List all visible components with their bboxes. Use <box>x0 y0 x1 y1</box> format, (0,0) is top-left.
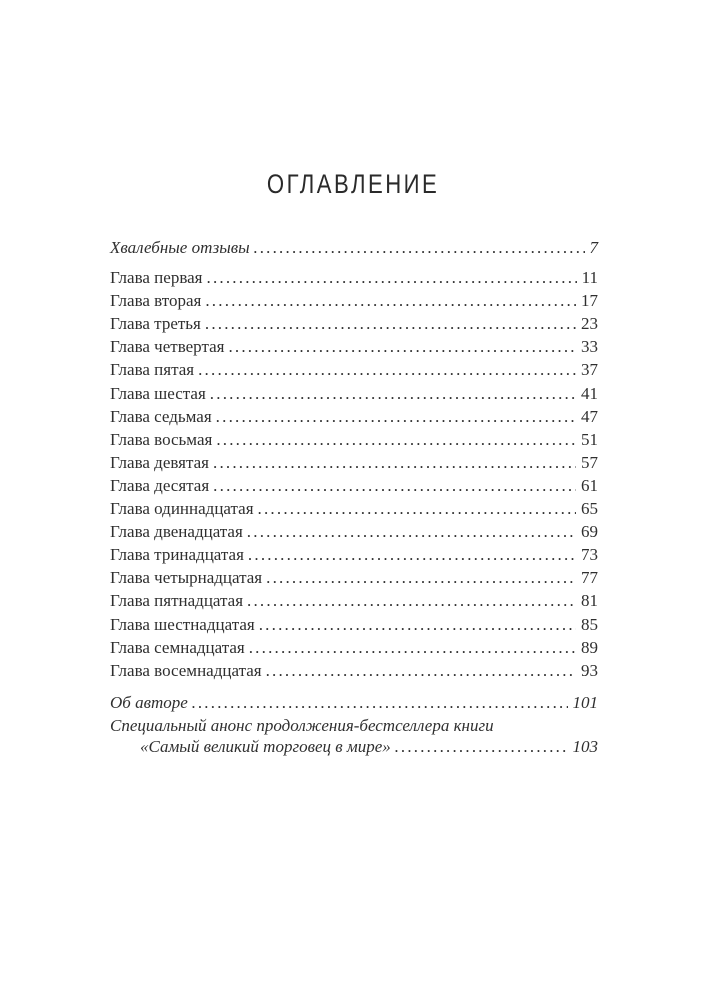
toc-entry <box>110 590 598 613</box>
toc-entry <box>110 383 598 406</box>
toc-entry-page: 101 <box>572 692 598 712</box>
toc-entry-page: 51 <box>581 429 598 449</box>
toc-entry-label: Глава седьмая <box>110 406 212 426</box>
toc-entry-label: Глава тринадцатая <box>110 545 244 565</box>
toc-entry-page: 103 <box>572 737 598 757</box>
toc-entry <box>110 736 598 758</box>
toc-list <box>110 237 598 758</box>
toc-dot-leader <box>192 692 568 713</box>
toc-entry-page: 7 <box>589 238 598 257</box>
toc-dot-leader <box>259 614 576 635</box>
toc-dot-leader <box>266 567 576 588</box>
toc-entry-label: Глава девятая <box>110 452 209 472</box>
toc-entry-page: 93 <box>581 660 598 680</box>
toc-dot-leader <box>228 336 576 357</box>
toc-entry-page: 81 <box>581 591 598 611</box>
toc-dot-leader <box>248 544 576 565</box>
toc-entry-label: Глава семнадцатая <box>110 637 245 657</box>
toc-entry <box>110 692 598 715</box>
toc-dot-leader <box>205 313 576 334</box>
toc-entry-page: 57 <box>581 452 598 472</box>
toc-entry <box>110 237 598 260</box>
toc-entry <box>110 498 598 521</box>
toc-entry-label: Об авторе <box>110 692 188 712</box>
toc-entry-page: 61 <box>581 475 598 495</box>
toc-entry-page: 17 <box>581 291 598 311</box>
toc-dot-leader <box>247 590 576 611</box>
toc-dot-leader <box>395 736 568 757</box>
toc-entry-label: Глава вторая <box>110 291 202 311</box>
toc-entry-label: Глава шестая <box>110 383 206 403</box>
toc-entry-page: 65 <box>581 499 598 519</box>
toc-entry-page: 23 <box>581 314 598 334</box>
toc-entry <box>110 336 598 359</box>
toc-entry <box>110 452 598 475</box>
toc-entry <box>110 267 598 290</box>
toc-entry-label: Специальный анонс продолжения-бестселлера книги <box>110 715 494 735</box>
toc-dot-leader <box>213 452 576 473</box>
toc-dot-leader <box>207 267 577 288</box>
toc-entry-label: «Самый великий торговец в мире» <box>140 737 391 757</box>
toc-entry-label: Глава третья <box>110 314 201 334</box>
toc-entry-label: Глава пятая <box>110 360 195 380</box>
toc-dot-leader <box>258 498 576 519</box>
toc-entry-label: Глава восьмая <box>110 429 213 449</box>
toc-dot-leader <box>216 429 576 450</box>
toc-dot-leader <box>266 660 576 681</box>
toc-entry-page: 11 <box>581 268 598 288</box>
toc-entry-page: 69 <box>581 522 598 542</box>
toc-dot-leader <box>216 406 576 427</box>
toc-entry-page: 85 <box>581 614 598 634</box>
toc-entry-label: Глава шестнадцатая <box>110 614 255 634</box>
toc-entry <box>110 660 598 683</box>
toc-entry-label: Глава четырнадцатая <box>110 568 263 588</box>
toc-dot-leader <box>198 359 576 380</box>
toc-entry-label: Глава первая <box>110 268 203 288</box>
toc-entry-label: Глава четвертая <box>110 337 225 357</box>
toc-dot-leader <box>205 290 576 311</box>
toc-entry-label: Хвалебные отзывы <box>110 238 250 257</box>
toc-entry <box>110 637 598 660</box>
toc-dot-leader <box>247 521 576 542</box>
toc-entry <box>110 715 598 737</box>
toc-entry-page: 89 <box>581 637 598 657</box>
toc-dot-leader <box>213 475 576 496</box>
toc-entry <box>110 359 598 382</box>
toc-dot-leader <box>249 637 576 658</box>
toc-entry-label: Глава одиннадцатая <box>110 499 254 519</box>
toc-entry <box>110 290 598 313</box>
toc-entry-page: 37 <box>581 360 598 380</box>
toc-entry-page: 73 <box>581 545 598 565</box>
toc-dot-leader <box>254 237 585 258</box>
page-title <box>0 169 706 200</box>
toc-entry <box>110 614 598 637</box>
toc-entry <box>110 567 598 590</box>
toc-dot-leader <box>210 383 576 404</box>
toc-entry-page: 33 <box>581 337 598 357</box>
toc-entry-page: 47 <box>581 406 598 426</box>
toc-entry <box>110 429 598 452</box>
toc-entry-label: Глава пятнадцатая <box>110 591 244 611</box>
toc-entry-page: 77 <box>581 568 598 588</box>
toc-entry <box>110 313 598 336</box>
toc-entry <box>110 475 598 498</box>
page-title-text: ОГЛАВЛЕНИЕ <box>266 169 440 199</box>
toc-entry <box>110 521 598 544</box>
toc-entry-page: 41 <box>581 383 598 403</box>
toc-entry-label: Глава восемнадцатая <box>110 660 262 680</box>
toc-entry <box>110 544 598 567</box>
toc-entry-label: Глава десятая <box>110 475 210 495</box>
toc-entry-label: Глава двенадцатая <box>110 522 243 542</box>
toc-entry <box>110 406 598 429</box>
